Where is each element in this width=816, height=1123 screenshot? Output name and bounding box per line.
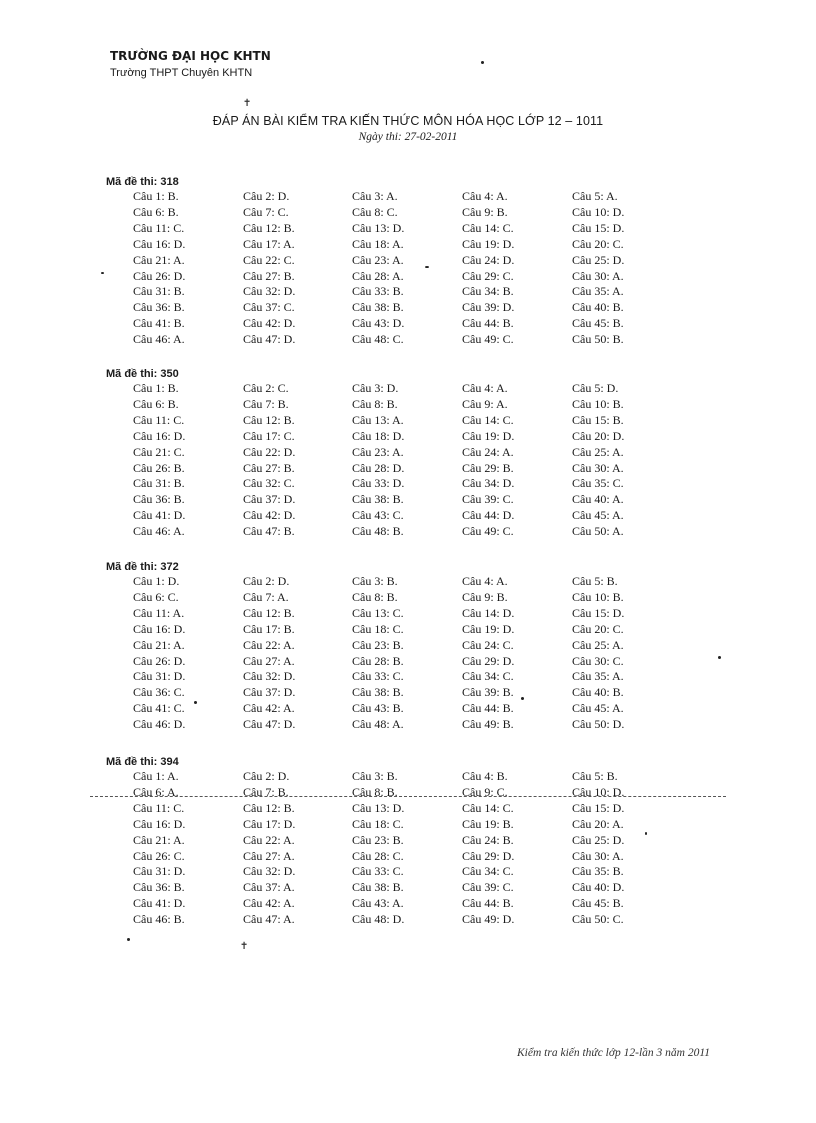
answer-item: Câu 45: A. — [572, 508, 624, 523]
answer-item: Câu 25: D. — [572, 832, 625, 847]
answer-item: Câu 44: D. — [462, 508, 515, 523]
answer-item: Câu 6: B. — [133, 396, 179, 411]
cross-mark-icon: ✝ — [243, 98, 252, 109]
answer-item: Câu 29: D. — [462, 653, 515, 668]
answer-item: Câu 5: B. — [572, 769, 618, 783]
answer-item: Câu 19: D. — [462, 621, 515, 636]
answer-item: Câu 27: B. — [243, 460, 295, 475]
answer-item: Câu 18: C. — [352, 621, 404, 636]
answer-item: Câu 24: D. — [462, 252, 515, 267]
answer-item: Câu 39: C. — [462, 492, 514, 507]
answer-item: Câu 35: A. — [572, 284, 624, 299]
answer-item: Câu 6: C. — [133, 589, 179, 604]
cross-mark-icon: ✝ — [240, 941, 249, 952]
exam-code-label: Mã đề thi: 350 — [106, 368, 179, 380]
answer-item: Câu 3: B. — [352, 574, 398, 588]
answer-item: Câu 45: B. — [572, 316, 624, 331]
answer-item: Câu 9: C. — [462, 784, 508, 799]
answer-item: Câu 32: C. — [243, 476, 295, 491]
answer-item: Câu 29: C. — [462, 268, 514, 283]
answer-item: Câu 7: A. — [243, 589, 289, 604]
scan-speck — [521, 697, 524, 700]
answer-item: Câu 12: B. — [243, 605, 295, 620]
answer-item: Câu 46: A. — [133, 332, 185, 347]
answer-item: Câu 31: B. — [133, 476, 185, 491]
answer-item: Câu 48: C. — [352, 332, 404, 347]
answer-item: Câu 5: B. — [572, 574, 618, 588]
answer-item: Câu 23: B. — [352, 832, 404, 847]
answer-item: Câu 42: A. — [243, 896, 295, 911]
answer-item: Câu 48: D. — [352, 912, 405, 927]
answer-item: Câu 36: B. — [133, 300, 185, 315]
answer-item: Câu 34: C. — [462, 669, 514, 684]
answer-item: Câu 8: B. — [352, 396, 398, 411]
answer-item: Câu 1: D. — [133, 574, 180, 588]
answer-item: Câu 2: D. — [243, 574, 290, 588]
answer-item: Câu 47: A. — [243, 912, 295, 927]
answer-item: Câu 4: A. — [462, 574, 508, 588]
answer-item: Câu 50: C. — [572, 912, 624, 927]
answer-item: Câu 19: D. — [462, 428, 515, 443]
answer-item: Câu 46: B. — [133, 912, 185, 927]
answer-item: Câu 19: D. — [462, 236, 515, 251]
answer-item: Câu 12: B. — [243, 800, 295, 815]
scan-speck — [194, 701, 197, 704]
answer-item: Câu 18: D. — [352, 428, 405, 443]
answer-item: Câu 3: A. — [352, 189, 398, 203]
answer-item: Câu 15: D. — [572, 800, 625, 815]
answer-item: Câu 6: B. — [133, 204, 179, 219]
answer-item: Câu 23: B. — [352, 637, 404, 652]
answer-item: Câu 32: D. — [243, 284, 296, 299]
answer-item: Câu 40: A. — [572, 492, 624, 507]
answer-item: Câu 2: C. — [243, 381, 289, 395]
answer-item: Câu 35: A. — [572, 669, 624, 684]
answer-item: Câu 30: A. — [572, 268, 624, 283]
answer-item: Câu 12: B. — [243, 220, 295, 235]
answer-item: Câu 3: D. — [352, 381, 399, 395]
answer-item: Câu 7: B. — [243, 784, 289, 799]
answer-item: Câu 9: A. — [462, 396, 508, 411]
answer-item: Câu 33: D. — [352, 476, 405, 491]
answer-item: Câu 47: B. — [243, 524, 295, 539]
answer-item: Câu 4: A. — [462, 381, 508, 395]
answer-item: Câu 13: D. — [352, 220, 405, 235]
answer-item: Câu 26: B. — [133, 460, 185, 475]
answer-item: Câu 31: D. — [133, 864, 186, 879]
answer-item: Câu 22: A. — [243, 832, 295, 847]
answer-item: Câu 28: B. — [352, 653, 404, 668]
answer-item: Câu 1: B. — [133, 189, 179, 203]
answer-item: Câu 34: C. — [462, 864, 514, 879]
answer-item: Câu 17: A. — [243, 236, 295, 251]
answer-item: Câu 18: C. — [352, 816, 404, 831]
answer-item: Câu 20: A. — [572, 816, 624, 831]
answer-item: Câu 4: B. — [462, 769, 508, 783]
answer-item: Câu 20: D. — [572, 428, 625, 443]
answer-item: Câu 19: B. — [462, 816, 514, 831]
answer-item: Câu 22: A. — [243, 637, 295, 652]
answer-item: Câu 41: D. — [133, 508, 186, 523]
answer-item: Câu 27: A. — [243, 653, 295, 668]
answer-item: Câu 24: A. — [462, 444, 514, 459]
answer-item: Câu 25: D. — [572, 252, 625, 267]
answer-item: Câu 25: A. — [572, 637, 624, 652]
answer-item: Câu 44: B. — [462, 896, 514, 911]
answer-item: Câu 49: C. — [462, 524, 514, 539]
answer-item: Câu 30: A. — [572, 848, 624, 863]
answer-item: Câu 42: D. — [243, 508, 296, 523]
answer-item: Câu 39: B. — [462, 685, 514, 700]
answer-item: Câu 12: B. — [243, 412, 295, 427]
page-title: ĐÁP ÁN BÀI KIỂM TRA KIẾN THỨC MÔN HÓA HỌC LỚP 12 – 1011 — [212, 114, 604, 128]
answer-item: Câu 38: B. — [352, 685, 404, 700]
answer-item: Câu 36: C. — [133, 685, 185, 700]
answer-item: Câu 22: D. — [243, 444, 296, 459]
answer-item: Câu 45: B. — [572, 896, 624, 911]
answer-item: Câu 9: B. — [462, 204, 508, 219]
answer-item: Câu 18: A. — [352, 236, 404, 251]
answer-item: Câu 46: A. — [133, 524, 185, 539]
answer-item: Câu 33: C. — [352, 864, 404, 879]
answer-item: Câu 35: B. — [572, 864, 624, 879]
answer-item: Câu 38: B. — [352, 880, 404, 895]
answer-item: Câu 16: D. — [133, 816, 186, 831]
answer-item: Câu 50: D. — [572, 717, 625, 732]
answer-item: Câu 38: B. — [352, 492, 404, 507]
answer-item: Câu 31: B. — [133, 284, 185, 299]
answer-item: Câu 20: C. — [572, 621, 624, 636]
answer-item: Câu 13: D. — [352, 800, 405, 815]
answer-item: Câu 14: C. — [462, 220, 514, 235]
answer-item: Câu 7: C. — [243, 204, 289, 219]
answer-item: Câu 20: C. — [572, 236, 624, 251]
answer-item: Câu 27: B. — [243, 268, 295, 283]
answer-item: Câu 1: B. — [133, 381, 179, 395]
answer-item: Câu 21: A. — [133, 832, 185, 847]
answer-item: Câu 28: A. — [352, 268, 404, 283]
answer-item: Câu 1: A. — [133, 769, 179, 783]
answer-item: Câu 15: D. — [572, 605, 625, 620]
answer-item: Câu 47: D. — [243, 332, 296, 347]
answer-item: Câu 41: C. — [133, 701, 185, 716]
answer-item: Câu 21: C. — [133, 444, 185, 459]
answer-item: Câu 9: B. — [462, 589, 508, 604]
answer-item: Câu 13: A. — [352, 412, 404, 427]
answer-item: Câu 16: D. — [133, 236, 186, 251]
answer-item: Câu 15: D. — [572, 220, 625, 235]
answer-item: Câu 11: C. — [133, 800, 185, 815]
answer-item: Câu 21: A. — [133, 637, 185, 652]
answer-item: Câu 37: A. — [243, 880, 295, 895]
exam-code-label: Mã đề thi: 372 — [106, 561, 179, 573]
answer-item: Câu 14: D. — [462, 605, 515, 620]
answer-item: Câu 45: A. — [572, 701, 624, 716]
answer-item: Câu 31: D. — [133, 669, 186, 684]
answer-item: Câu 37: D. — [243, 492, 296, 507]
answer-item: Câu 49: C. — [462, 332, 514, 347]
answer-item: Câu 28: D. — [352, 460, 405, 475]
answer-item: Câu 34: B. — [462, 284, 514, 299]
answer-item: Câu 40: B. — [572, 300, 624, 315]
scan-speck — [425, 266, 429, 268]
answer-item: Câu 44: B. — [462, 316, 514, 331]
answer-item: Câu 49: B. — [462, 717, 514, 732]
answer-item: Câu 2: D. — [243, 769, 290, 783]
answer-item: Câu 38: B. — [352, 300, 404, 315]
answer-item: Câu 10: B. — [572, 396, 624, 411]
answer-item: Câu 32: D. — [243, 864, 296, 879]
answer-item: Câu 48: B. — [352, 524, 404, 539]
answer-item: Câu 37: C. — [243, 300, 295, 315]
strikethrough-line — [90, 796, 726, 797]
exam-date: Ngày thi: 27-02-2011 — [358, 131, 458, 143]
answer-item: Câu 16: D. — [133, 428, 186, 443]
answer-item: Câu 40: B. — [572, 685, 624, 700]
answer-item: Câu 36: B. — [133, 492, 185, 507]
answer-item: Câu 30: C. — [572, 653, 624, 668]
answer-item: Câu 11: C. — [133, 412, 185, 427]
answer-item: Câu 5: D. — [572, 381, 619, 395]
answer-item: Câu 26: D. — [133, 653, 186, 668]
answer-item: Câu 4: A. — [462, 189, 508, 203]
answer-item: Câu 48: A. — [352, 717, 404, 732]
answer-item: Câu 42: D. — [243, 316, 296, 331]
answer-item: Câu 46: D. — [133, 717, 186, 732]
answer-item: Câu 43: B. — [352, 701, 404, 716]
answer-item: Câu 43: D. — [352, 316, 405, 331]
answer-item: Câu 10: B. — [572, 589, 624, 604]
answer-item: Câu 41: B. — [133, 316, 185, 331]
answer-item: Câu 7: B. — [243, 396, 289, 411]
answer-item: Câu 2: D. — [243, 189, 290, 203]
answer-item: Câu 30: A. — [572, 460, 624, 475]
answer-item: Câu 5: A. — [572, 189, 618, 203]
answer-item: Câu 41: D. — [133, 896, 186, 911]
answer-item: Câu 33: C. — [352, 669, 404, 684]
footer-note: Kiểm tra kiến thức lớp 12-lần 3 năm 2011 — [517, 1047, 710, 1059]
answer-item: Câu 16: D. — [133, 621, 186, 636]
answer-item: Câu 11: C. — [133, 220, 185, 235]
exam-code-label: Mã đề thi: 394 — [106, 756, 179, 768]
answer-item: Câu 22: C. — [243, 252, 295, 267]
answer-item: Câu 29: D. — [462, 848, 515, 863]
answer-item: Câu 8: B. — [352, 589, 398, 604]
answer-item: Câu 28: C. — [352, 848, 404, 863]
answer-item: Câu 6: A. — [133, 784, 179, 799]
answer-item: Câu 17: C. — [243, 428, 295, 443]
answer-item: Câu 13: C. — [352, 605, 404, 620]
answer-item: Câu 26: D. — [133, 268, 186, 283]
answer-item: Câu 27: A. — [243, 848, 295, 863]
answer-item: Câu 3: B. — [352, 769, 398, 783]
answer-item: Câu 44: B. — [462, 701, 514, 716]
answer-item: Câu 43: C. — [352, 508, 404, 523]
answer-item: Câu 32: D. — [243, 669, 296, 684]
answer-item: Câu 25: A. — [572, 444, 624, 459]
answer-item: Câu 50: A. — [572, 524, 624, 539]
answer-item: Câu 8: B. — [352, 784, 398, 799]
answer-item: Câu 39: D. — [462, 300, 515, 315]
scan-speck — [645, 832, 647, 835]
answer-item: Câu 17: D. — [243, 816, 296, 831]
answer-item: Câu 15: B. — [572, 412, 624, 427]
answer-item: Câu 33: B. — [352, 284, 404, 299]
answer-item: Câu 36: B. — [133, 880, 185, 895]
answer-item: Câu 35: C. — [572, 476, 624, 491]
answer-item: Câu 24: B. — [462, 832, 514, 847]
answer-item: Câu 39: C. — [462, 880, 514, 895]
answer-item: Câu 49: D. — [462, 912, 515, 927]
answer-item: Câu 29: B. — [462, 460, 514, 475]
answer-item: Câu 40: D. — [572, 880, 625, 895]
answer-item: Câu 23: A. — [352, 444, 404, 459]
answer-item: Câu 8: C. — [352, 204, 398, 219]
answer-item: Câu 17: B. — [243, 621, 295, 636]
school-name: TRƯỜNG ĐẠI HỌC KHTN — [110, 49, 271, 63]
scan-speck — [127, 938, 130, 941]
answer-item: Câu 42: A. — [243, 701, 295, 716]
scan-speck — [718, 656, 721, 659]
subschool-name: Trường THPT Chuyên KHTN — [110, 67, 253, 79]
answer-item: Câu 24: C. — [462, 637, 514, 652]
answer-item: Câu 14: C. — [462, 800, 514, 815]
scan-speck — [481, 61, 484, 64]
answer-item: Câu 50: B. — [572, 332, 624, 347]
answer-item: Câu 10: D. — [572, 784, 625, 799]
answer-item: Câu 21: A. — [133, 252, 185, 267]
answer-item: Câu 11: A. — [133, 605, 185, 620]
answer-item: Câu 47: D. — [243, 717, 296, 732]
answer-item: Câu 43: A. — [352, 896, 404, 911]
answer-item: Câu 23: A. — [352, 252, 404, 267]
answer-item: Câu 26: C. — [133, 848, 185, 863]
exam-code-label: Mã đề thi: 318 — [106, 176, 179, 188]
answer-item: Câu 14: C. — [462, 412, 514, 427]
answer-item: Câu 10: D. — [572, 204, 625, 219]
scan-speck — [101, 272, 104, 274]
answer-item: Câu 34: D. — [462, 476, 515, 491]
answer-item: Câu 37: D. — [243, 685, 296, 700]
